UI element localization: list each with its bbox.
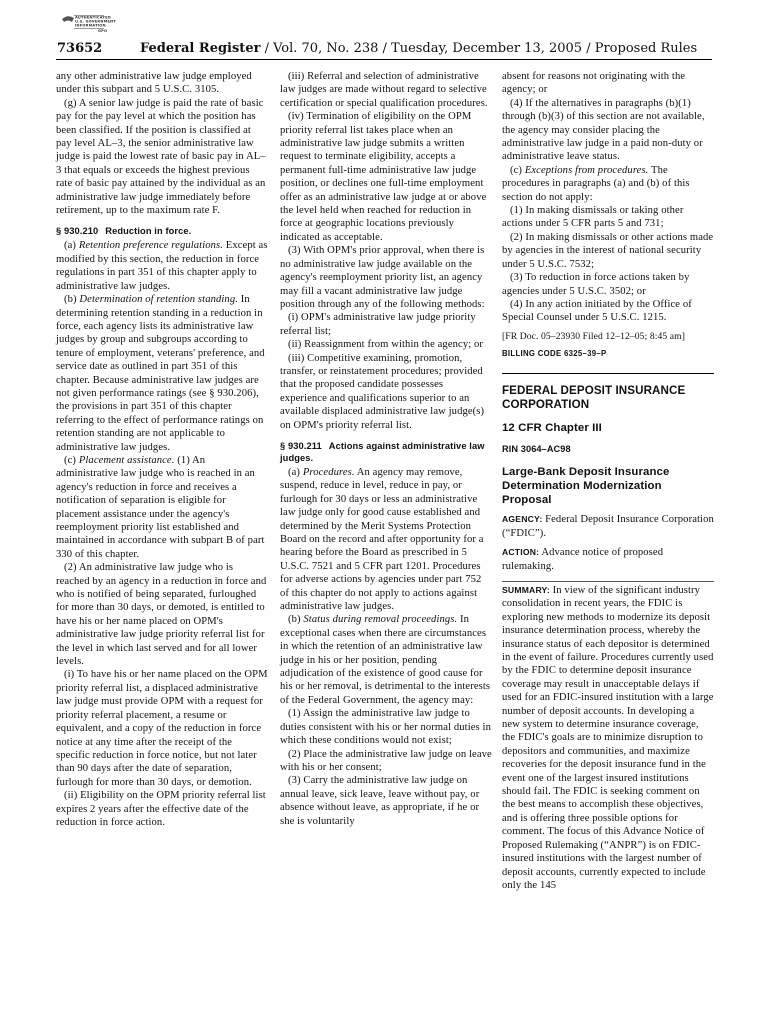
paragraph: (1) Assign the administrative law judge to duties consistent with his or her normal duties in which these conditions would not exist;: [280, 708, 491, 747]
billing-code: BILLING CODE 6325–39–P: [502, 349, 607, 359]
paragraph: (c) Placement assistance. (1) An administrative law judge who is reached in an agency's reduction in force and receives a notification of separation is eligible for placement assistance under the agency's reemployment priority list established and maintained in accordance with subpart B of part 330 of this chapter.: [56, 454, 265, 560]
paragraph: (2) An administrative law judge who is reached by an agency in a reduction in force and who is notified of being separated, furloughed for more than 30 days, or demoted, is entitled to have his or her name placed on OPM's administrative law judge priority referral list for the level in which last served and for all lower levels.: [56, 562, 267, 668]
paragraph: (4) If the alternatives in paragraphs (b)(1) through (b)(3) of this section are not available, the agency may consider placing the administrative law judge in a paid non-duty or administrative leave status.: [502, 97, 705, 163]
summary: SUMMARY: In view of the significant industry consolidation in recent years, the FDIC is exploring new methods to modernize its deposit insurance determination process, whereby the insurance status of each depositor is determined in the event of failure. Procedures currently used by the FDIC to determine deposit insurance coverage may result in unacceptable delays if used for an FDIC-insured institution with a large number of deposit accounts. In developing a new system to determine insurance coverage, the FDIC's goals are to minimize disruption to depositors and communities, and maximize recoveries for the deposit insurance fund in the event one of the largest insured institutions should fail. The FDIC is seeking comment on the best means to accomplish these objectives, and is offering three possible options for comment. The focus of this Advance Notice of Proposed Rulemaking (“ANPR”) is on FDIC-insured institutions with the largest number of deposit accounts, currently expected to include only the 145: [502, 584, 714, 891]
paragraph: (2) Place the administrative law judge on leave with his or her consent;: [280, 748, 492, 773]
paragraph: (3) With OPM's prior approval, when there is no administrative law judge available on the agency's reemployment priority list, an agency may fill a vacant administrative law judge position through any of the following methods:: [280, 245, 485, 310]
paragraph: (i) To have his or her name placed on the OPM priority referral list, a displaced administrative law judge must provide OPM with a request for priority referral placement, a resume or equivalent, and a copy of the reduction in force notice at any time after the receipt of the specific reduction in force notice, but not later than 90 days after the date of separation, furlough for more than 30 days, or demotion.: [56, 669, 268, 788]
document-title: Large-Bank Deposit Insurance Determination Modernization Proposal: [502, 466, 670, 507]
rin-number: RIN 3064–AC98: [502, 443, 571, 454]
issue-details: / Vol. 70, No. 238 / Tuesday, December 13, 2005 / Proposed Rules: [260, 41, 698, 56]
cfr-chapter: 12 CFR Chapter III: [502, 421, 602, 434]
agency-name: FEDERAL DEPOSIT INSURANCE CORPORATION: [502, 383, 686, 411]
divider: [502, 581, 714, 582]
paragraph: (3) To reduction in force actions taken by agencies under 5 U.S.C. 3502; or: [502, 272, 690, 297]
paragraph: (iii) Competitive examining, promotion, transfer, or reinstatement procedures; provided that the proposed candidate possesses experience and qualifications superior to an available displaced administrative law judge(s) on OPM's priority referral list.: [280, 352, 485, 431]
svg-text:AUTHENTICATED: AUTHENTICATED: [75, 15, 111, 20]
paragraph: (4) In any action initiated by the Office of Special Counsel under 5 U.S.C. 1215.: [502, 298, 692, 324]
paragraph: (iv) Termination of eligibility on the OPM priority referral list takes place when an administrative law judge submits a written request to terminate eligibility, accepts a permanent full-time administrative law judge position, or declines one full-time employment offer as an administrative law judge at or above the level held when reached for reduction in force at geographic locations previously indicated as acceptable.: [280, 111, 487, 243]
publication-name: Federal Register: [140, 41, 261, 56]
fr-doc-citation: [FR Doc. 05–23930 Filed 12–12–05; 8:45 am]: [502, 330, 686, 342]
page-number: 73652: [57, 41, 103, 56]
paragraph: (c) Exceptions from procedures. The procedures in paragraphs (a) and (b) of this section do not apply:: [502, 164, 690, 203]
paragraph: (ii) Eligibility on the OPM priority referral list expires 2 years after the effective date of the reduction in force action.: [56, 790, 266, 828]
divider: [502, 373, 714, 374]
column-3: [502, 70, 714, 892]
action-line: ACTION: Advance notice of proposed rulemaking.: [502, 547, 664, 572]
svg-text:U.S. GOVERNMENT: U.S. GOVERNMENT: [75, 19, 116, 24]
agency-line: AGENCY: Federal Deposit Insurance Corporation (“FDIC”).: [502, 514, 714, 539]
gpo-seal-icon: [58, 10, 116, 40]
paragraph: (b) Determination of retention standing. In determining retention standing in a reduction in force, each agency lists its administrative law judges by group and subgroups according to tenure of employment, veterans' preference, and service date as outlined in part 351 of this chapter. Because administrative law judges are not given performance ratings (see § 930.206), the provisions in part 351 of this chapter referring to the effect of performance ratings on retention standing are not applicable to administrative law judges.: [56, 294, 265, 453]
paragraph: absent for reasons not originating with the agency; or: [502, 71, 686, 96]
paragraph: (3) Carry the administrative law judge on annual leave, sick leave, leave without pay, or absence without leave, as appropriate, if he or she is voluntarily: [280, 775, 480, 827]
paragraph: (a) Procedures. An agency may remove, suspend, reduce in level, reduce in pay, or furlough for 30 days or less an administrative law judge only for good cause established and determined by the Merit Systems Protection Board on the record and after opportunity for a hearing before the Board as prescribed in 5 U.S.C. 7521 and 5 CFR part 1201. Procedures for adverse actions by agencies under part 752 of this chapter do not apply to actions against administrative law judges.: [280, 466, 484, 613]
section-heading: § 930.210 Reduction in force.: [56, 226, 192, 237]
paragraph: (a) Retention preference regulations. Except as modified by this section, the reduction in force regulations in part 351 of this chapter apply to administrative law judges.: [56, 240, 268, 292]
paragraph: (g) A senior law judge is paid the rate of basic pay for the pay level at which the position has been classified. If the position is classified at pay level AL–3, the senior administrative law judge is paid the lowest rate of basic pay in AL–3 that equals or exceeds the highest previous rate of basic pay attained by the individual as an administrative law judge immediately before retirement, up to the maximum rate F.: [56, 97, 266, 217]
column-1: [56, 70, 268, 829]
paragraph: (1) In making dismissals or taking other actions under 5 CFR parts 5 and 731;: [502, 205, 684, 230]
svg-text:INFORMATION: INFORMATION: [75, 23, 106, 28]
svg-text:GPO: GPO: [98, 29, 108, 33]
section-heading: § 930.211 Actions against administrative law judges.: [280, 440, 485, 463]
paragraph: (2) In making dismissals or other actions made by agencies in the interest of national security under 5 U.S.C. 7532;: [502, 231, 714, 270]
running-head: [140, 41, 697, 56]
gpo-authentication-logo: [58, 10, 116, 40]
paragraph: (i) OPM's administrative law judge priority referral list;: [280, 312, 476, 337]
paragraph: (ii) Reassignment from within the agency; or: [288, 339, 484, 351]
page-header: [56, 41, 712, 60]
paragraph: (b) Status during removal proceedings. In exceptional cases when there are circumstances in which the retention of an administrative law judge in his or her position, pending adjudication of the existence of good cause for his or her removal, is detrimental to the interests of the Federal Government, the agency may:: [280, 614, 491, 706]
paragraph: any other administrative law judge employed under this subpart and 5 U.S.C. 3105.: [56, 71, 252, 96]
column-2: [280, 70, 492, 828]
paragraph: (iii) Referral and selection of administrative law judges are made without regard to selective certification or special qualification procedures.: [280, 71, 488, 109]
